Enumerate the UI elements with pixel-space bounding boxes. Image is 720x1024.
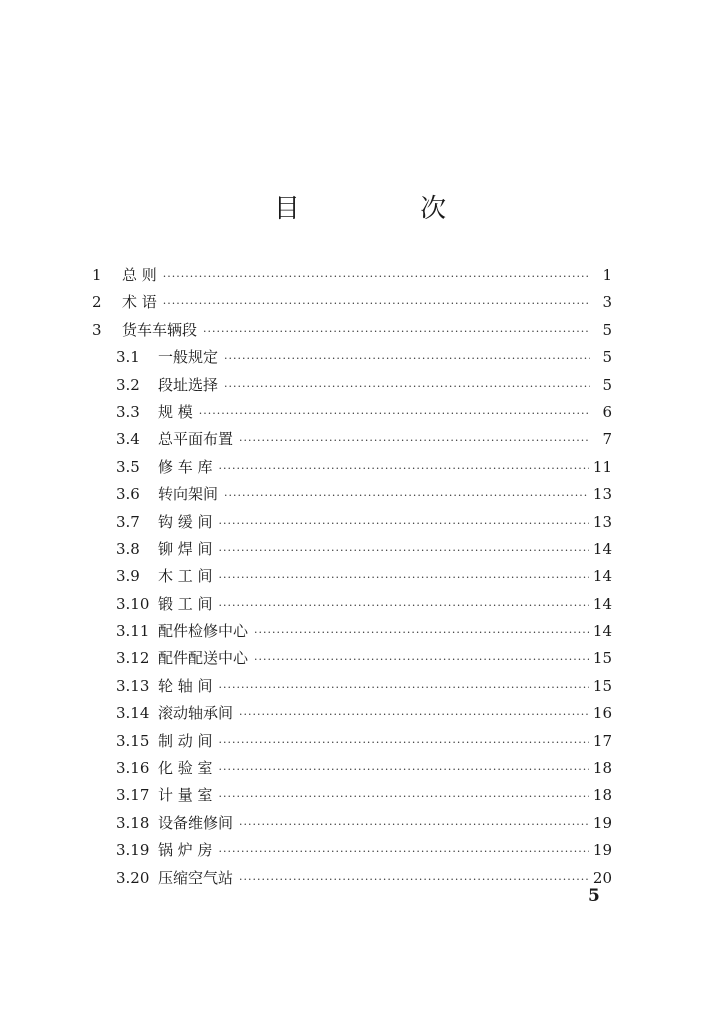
toc-entry[interactable] [92,509,612,536]
toc-entry-number: 3.16 [116,759,150,778]
toc-entry-title: 轮 轴 间 [158,676,213,695]
toc-entry-page: 5 [602,375,612,394]
toc-entry[interactable] [92,536,612,563]
toc-entry-page: 15 [592,649,612,668]
toc-entry-number: 3.19 [116,841,150,860]
dot-leader [219,592,589,619]
toc-entry-number: 3.10 [116,594,150,613]
toc-entry-title: 锻 工 间 [158,594,213,613]
toc-entry-number: 3.14 [116,704,150,723]
toc-entry-page: 17 [592,731,612,750]
dot-leader [254,646,589,673]
toc-entry-title: 规 模 [158,402,193,421]
dot-leader [219,783,589,810]
toc-entry-number: 3.18 [116,813,150,832]
toc-entry-number: 3.20 [116,868,150,887]
toc-entry-title: 滚动轴承间 [158,704,234,723]
toc-entry[interactable] [92,810,612,837]
toc-entry-page: 18 [592,786,612,805]
dot-leader [219,564,589,591]
toc-entry-number: 3.3 [116,402,140,421]
dot-leader [219,510,589,537]
toc-entry[interactable] [92,344,612,371]
toc-entry[interactable] [92,755,612,782]
toc-entry-number: 3.15 [116,731,150,750]
toc-entry-page: 16 [592,704,612,723]
dot-leader [239,866,589,893]
toc-entry-number: 3 [92,320,102,339]
toc-entry-number: 3.1 [116,348,140,367]
toc-entry-title: 总 则 [122,266,157,284]
toc-entry-page: 13 [592,512,612,531]
toc-entry-number: 3.8 [116,539,140,558]
toc-entry[interactable] [92,700,612,727]
dot-leader [239,811,589,838]
toc-entry-page: 5 [602,348,612,367]
toc-entry-number: 3.13 [116,676,150,695]
toc-entry-page: 19 [592,841,612,860]
dot-leader [163,263,590,290]
toc-entry[interactable] [92,372,612,399]
dot-leader [219,455,589,482]
toc-entry-number: 3.5 [116,457,140,476]
toc-entry-page: 13 [592,485,612,504]
toc-entry[interactable] [92,645,612,672]
toc-entry-number: 3.6 [116,485,140,504]
toc-entry-title: 化 验 室 [158,759,213,778]
toc-entry-number: 3.17 [116,786,150,805]
toc-entry-number: 3.4 [116,430,140,449]
dot-leader [219,537,589,564]
toc-entry-title: 配件配送中心 [158,649,249,668]
toc-entry-page: 7 [602,430,612,449]
page-number: 5 [588,886,600,906]
dot-leader [239,701,589,728]
toc-entry-title: 压缩空气站 [158,868,234,887]
toc-entry-page: 14 [592,539,612,558]
toc-entry-number: 3.11 [116,622,150,641]
toc-entry-page: 3 [602,293,612,312]
toc-entry-title: 段址选择 [158,375,219,394]
toc-entry-page: 20 [592,868,612,887]
dot-leader [224,482,589,509]
toc-entry[interactable] [92,865,612,892]
toc-entry[interactable] [92,454,612,481]
toc-entry-number: 3.7 [116,512,140,531]
toc-entry-title: 总平面布置 [158,430,234,449]
dot-leader [199,400,590,427]
toc-entry-page: 14 [592,594,612,613]
toc-entry-title: 配件检修中心 [158,622,249,641]
toc-entry-title: 钩 缓 间 [158,512,213,531]
toc-entry-page: 6 [602,402,612,421]
toc-entry-title: 转向架间 [158,485,219,504]
toc-entry-title: 货车车辆段 [122,320,198,339]
toc-entry-page: 19 [592,813,612,832]
toc-entry-number: 3.2 [116,375,140,394]
toc-entry-number: 3.12 [116,649,150,668]
toc-entry-page: 18 [592,759,612,778]
dot-leader [219,838,589,865]
toc-entry[interactable] [92,289,612,316]
toc-entry[interactable] [92,728,612,755]
dot-leader [219,729,589,756]
dot-leader [219,756,589,783]
dot-leader [254,619,589,646]
toc-entry-page: 14 [592,622,612,641]
toc-entry[interactable] [92,563,612,590]
toc-entry[interactable] [92,481,612,508]
toc-entry[interactable] [92,591,612,618]
toc-entry-number: 3.9 [116,567,140,586]
toc-entry-page: 15 [592,676,612,695]
page-title: 目 次 [273,194,503,224]
dot-leader [224,345,590,372]
dot-leader [203,318,590,345]
toc-entry-page: 1 [602,266,612,284]
toc-entry-title: 锅 炉 房 [158,841,213,860]
toc-entry[interactable] [92,399,612,426]
toc-entry-page: 11 [592,457,612,476]
toc-entry-title: 木 工 间 [158,567,213,586]
toc-entry[interactable] [92,426,612,453]
dot-leader [163,290,590,317]
toc-entry-number: 1 [92,266,102,284]
toc-entry-title: 设备维修间 [158,813,234,832]
toc-entry[interactable] [92,837,612,864]
toc-entry-page: 14 [592,567,612,586]
toc-entry-title: 一般规定 [158,348,219,367]
toc-entry-title: 制 动 间 [158,731,213,750]
toc-entry[interactable] [92,262,612,289]
toc-entry[interactable] [92,782,612,809]
dot-leader [239,427,590,454]
toc-entry-title: 计 量 室 [158,786,213,805]
toc-entry-page: 5 [602,320,612,339]
toc-entry[interactable] [92,673,612,700]
table-of-contents [92,262,612,892]
toc-entry-title: 修 车 库 [158,457,213,476]
dot-leader [224,373,590,400]
toc-entry-number: 2 [92,293,102,312]
toc-entry-title: 铆 焊 间 [158,539,213,558]
dot-leader [219,674,589,701]
toc-entry[interactable] [92,317,612,344]
toc-entry-title: 术 语 [122,293,157,312]
toc-entry[interactable] [92,618,612,645]
